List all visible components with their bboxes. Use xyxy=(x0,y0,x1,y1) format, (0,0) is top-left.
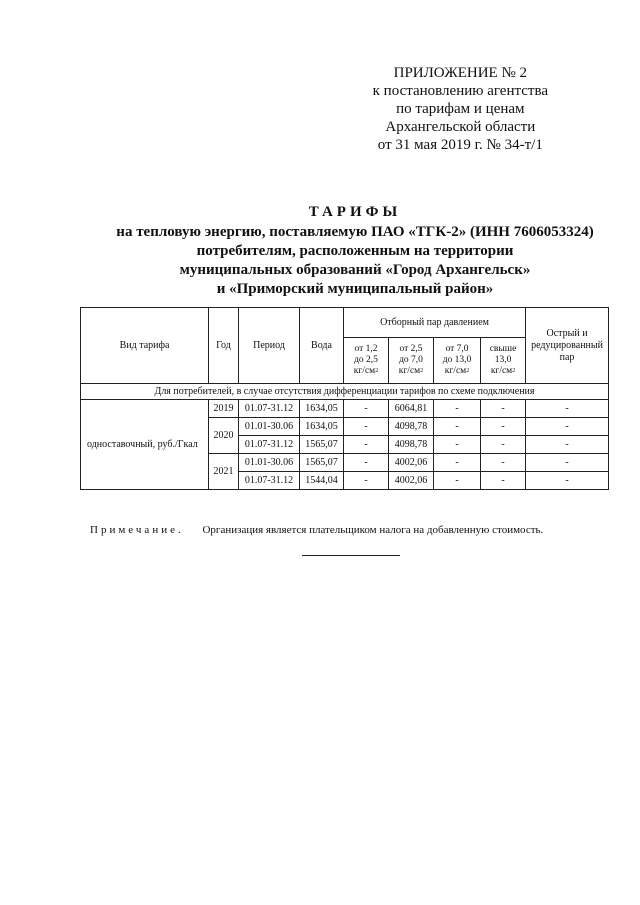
steam-cell: - xyxy=(481,418,526,436)
period-cell: 01.07-31.12 xyxy=(239,436,300,454)
header-steam-sub-2: от 2,5 до 7,0 $кг/см^2$ xyxy=(389,338,434,384)
header-tariff-type: Вид тарифа xyxy=(81,308,209,384)
steam-cell: - xyxy=(481,436,526,454)
steam-cell: - xyxy=(344,472,389,490)
period-cell: 01.07-31.12 xyxy=(239,472,300,490)
tariffs-table xyxy=(80,307,609,490)
appendix-line: по тарифам и ценам xyxy=(396,101,525,117)
steam-cell: - xyxy=(344,418,389,436)
appendix-line: к постановлению агентства xyxy=(372,83,548,99)
appendix-line: ПРИЛОЖЕНИЕ № 2 xyxy=(393,65,528,81)
steam-cell: - xyxy=(434,436,481,454)
tariff-label: одноставочный, руб./Гкал xyxy=(81,400,209,490)
title-main: ТАРИФЫ xyxy=(308,204,402,220)
appendix-line: от 31 мая 2019 г. № 34-т/1 xyxy=(377,137,543,153)
note-text: Организация является плательщиком налога на добавленную стоимость. xyxy=(202,524,544,536)
header-steam: Отборный пар давлением xyxy=(344,308,526,338)
year-cell: 2019 xyxy=(209,400,239,418)
water-cell: 1634,05 xyxy=(300,418,344,436)
header-water: Вода xyxy=(300,308,344,384)
title-line: потребителям, расположенным на территории xyxy=(196,243,514,259)
header-steam-sub-3: от 7,0 до 13,0 $кг/см^2$ xyxy=(434,338,481,384)
water-cell: 1565,07 xyxy=(300,454,344,472)
steam-cell: - xyxy=(434,418,481,436)
steam-cell: - xyxy=(344,400,389,418)
header-steam-sub-1: от 1,2 до 2,5 $кг/см^2$ xyxy=(344,338,389,384)
steam-cell: 4098,78 xyxy=(389,418,434,436)
steam-cell: - xyxy=(434,472,481,490)
table-row xyxy=(81,400,609,418)
year-cell: 2020 xyxy=(209,418,239,454)
steam-cell: - xyxy=(481,472,526,490)
steam-cell: 6064,81 xyxy=(389,400,434,418)
title-line: и «Приморский муниципальный район» xyxy=(216,281,494,297)
water-cell: 1544,04 xyxy=(300,472,344,490)
appendix-line: Архангельской области xyxy=(385,119,536,135)
period-cell: 01.01-30.06 xyxy=(239,418,300,436)
header-period: Период xyxy=(239,308,300,384)
steam-cell: - xyxy=(481,454,526,472)
header-year: Год xyxy=(209,308,239,384)
steam-cell: - xyxy=(344,454,389,472)
note-label: Примечание. xyxy=(90,524,184,536)
title-line: на тепловую энергию, поставляемую ПАО «ТГК-2» (ИНН 7606053324) xyxy=(116,224,594,240)
consumer-category-row: Для потребителей, в случае отсутствия дифференциации тарифов по схеме подключения xyxy=(81,384,609,400)
period-cell: 01.01-30.06 xyxy=(239,454,300,472)
steam-cell: - xyxy=(434,400,481,418)
header-steam-sub-4: свыше 13,0 $кг/см^2$ xyxy=(481,338,526,384)
divider-line xyxy=(302,555,400,556)
steam-cell: - xyxy=(434,454,481,472)
steam-cell: 4002,06 xyxy=(389,454,434,472)
sharp-steam-cell: - xyxy=(526,472,609,490)
water-cell: 1565,07 xyxy=(300,436,344,454)
header-sharp-steam: Острый и редуцированный пар xyxy=(526,308,609,384)
year-cell: 2021 xyxy=(209,454,239,490)
appendix-header xyxy=(373,64,548,154)
sharp-steam-cell: - xyxy=(526,400,609,418)
title-line: муниципальных образований «Город Архангельск» xyxy=(179,262,531,278)
document-title xyxy=(80,203,630,299)
sharp-steam-cell: - xyxy=(526,418,609,436)
steam-cell: - xyxy=(481,400,526,418)
steam-cell: 4002,06 xyxy=(389,472,434,490)
note xyxy=(90,524,543,536)
period-cell: 01.07-31.12 xyxy=(239,400,300,418)
water-cell: 1634,05 xyxy=(300,400,344,418)
sharp-steam-cell: - xyxy=(526,436,609,454)
steam-cell: - xyxy=(344,436,389,454)
sharp-steam-cell: - xyxy=(526,454,609,472)
steam-cell: 4098,78 xyxy=(389,436,434,454)
